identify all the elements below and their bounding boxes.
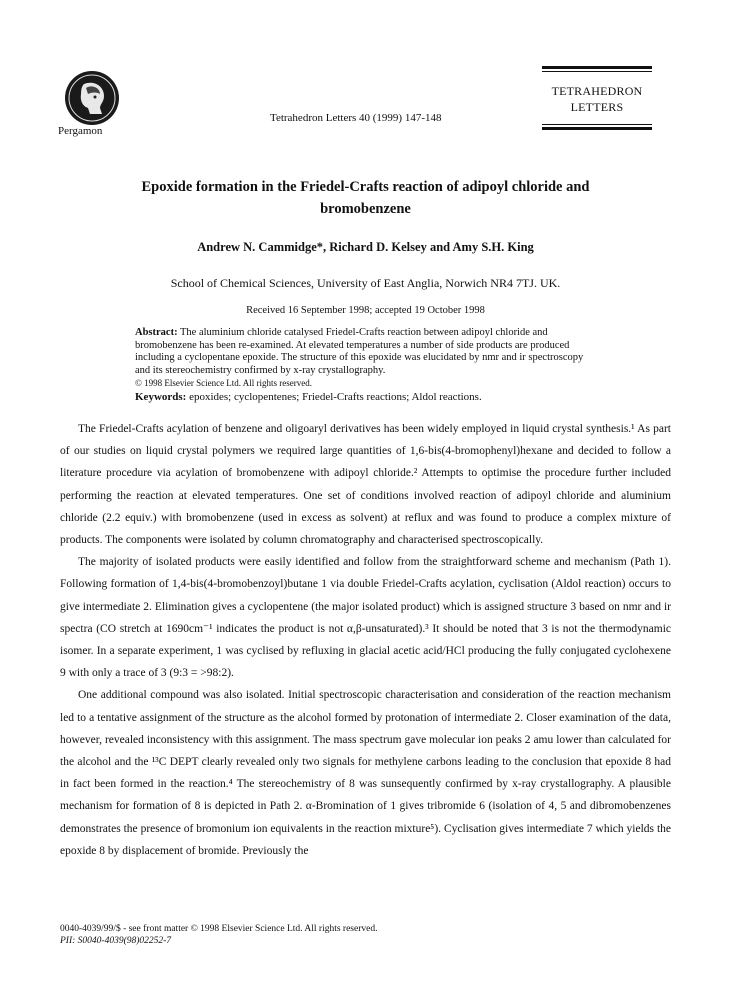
keywords-line bbox=[135, 391, 595, 404]
journal-brand-line2: LETTERS bbox=[570, 100, 624, 114]
journal-brand bbox=[542, 83, 652, 115]
body-paragraph-3: One additional compound was also isolated. Initial spectroscopic characterisation and consideration of the reaction mechanism led to a tentative assignment of the structure as the alcohol formed by protonation of intermediate 2. Closer examination of the data, however, revealed inconsistency with this assignment. The mass spectrum gave molecular ion peaks 2 amu lower than calculated for the alcohol and the ¹³C DEPT clearly revealed only two signals for methylene carbons leading to the conclusion that epoxide 8 had in fact been formed in the reaction.⁴ The stereochemistry of 8 was sunsequently confirmed by x-ray crystallography. A plausible mechanism for formation of 8 is depicted in Path 2. α-Bromination of 1 gives tribromide 6 (isolation of 4, 5 and dibromobenzenes demonstrates the presence of bromonium ion equivalents in the reaction mixture⁵). Cyclisation gives intermediate 7 which yields the epoxide 8 by displacement of bromide. Previously the bbox=[60, 689, 671, 857]
body-paragraph-1: The Friedel-Crafts acylation of benzene and oligoaryl derivatives has been widely employed in liquid crystal synthesis.¹ As part of our studies on liquid crystal polymers we required large quantities of 1,6-bis(4-bromophenyl)hexane and decided to follow a literature procedure via acylation of bromobenzene with adipoyl chloride.² Attempts to optimise the procedure further included performing the reaction at elevated temperatures. One set of conditions involved reaction of adipoyl chloride and aluminium chloride (2.2 equiv.) with bromobenzene (used in excess as solvent) at reflux and was found to produce a complex mixture of products. The components were isolated by column chromatography and characterised spectroscopically. bbox=[60, 423, 671, 547]
article-title-line2: bromobenzene bbox=[320, 201, 411, 217]
article-affiliation: School of Chemical Sciences, University of East Anglia, Norwich NR4 7TJ. UK. bbox=[170, 276, 561, 290]
footer-copyright: 0040-4039/99/$ - see front matter © 1998 Elsevier Science Ltd. All rights reserved. bbox=[60, 924, 378, 934]
journal-brand-line1: TETRAHEDRON bbox=[551, 84, 643, 98]
page-footer bbox=[60, 923, 377, 947]
footer-pii: PII: S0040-4039(98)02252-7 bbox=[60, 936, 172, 946]
publisher-logo-icon bbox=[64, 70, 120, 126]
journal-citation: Tetrahedron Letters 40 (1999) 147-148 bbox=[270, 112, 442, 124]
abstract-text: The aluminium chloride catalysed Friedel-Crafts reaction between adipoyl chloride and bromobenzene has been re-examined. At elevated temperatures a number of side products are produced including a cyclopentane epoxide. The structure of this epoxide was elucidated by nmr and ir spectroscopy and its stereochemistry confirmed by x-ray crystallography. bbox=[135, 327, 584, 376]
keywords-text: epoxides; cyclopentenes; Friedel-Crafts reactions; Aldol reactions. bbox=[189, 390, 482, 403]
keywords-label: Keywords: bbox=[135, 390, 187, 403]
article-authors: Andrew N. Cammidge*, Richard D. Kelsey and Amy S.H. King bbox=[197, 240, 534, 254]
article-body bbox=[60, 418, 671, 862]
header-rule-top-thin bbox=[542, 71, 652, 72]
article-received-dates: Received 16 September 1998; accepted 19 October 1998 bbox=[246, 305, 485, 316]
abstract-copyright: © 1998 Elsevier Science Ltd. All rights reserved. bbox=[135, 378, 313, 388]
body-paragraph-2: The majority of isolated products were easily identified and follow from the straightforward scheme and mechanism (Path 1). Following formation of 1,4-bis(4-bromobenzoyl)butane 1 via double Friedel-Crafts acylation, cyclisation (Aldol reaction) occurs to give intermediate 2. Elimination gives a cyclopentene (the major isolated product) which is assigned structure 3 based on nmr and ir spectra (CO stretch at 1690cm⁻¹ indicates the product is not α,β-unsaturated).³ It should be noted that 3 is not the thermodynamic isomer. In a separate experiment, 1 was cyclised by refluxing in glacial acetic acid/HCl producing the fully conjugated cyclohexene 9 with only a trace of 3 (9:3 = >98:2). bbox=[60, 556, 671, 680]
publisher-name: Pergamon bbox=[58, 125, 103, 137]
abstract-block bbox=[135, 327, 595, 403]
header-rule-top bbox=[542, 66, 652, 69]
article-title bbox=[60, 176, 671, 220]
article-title-line1: Epoxide formation in the Friedel-Crafts reaction of adipoyl chloride and bbox=[141, 179, 590, 195]
header-rule-bottom-thin bbox=[542, 124, 652, 125]
abstract-label: Abstract: bbox=[135, 327, 178, 338]
header-rule-bottom bbox=[542, 127, 652, 130]
